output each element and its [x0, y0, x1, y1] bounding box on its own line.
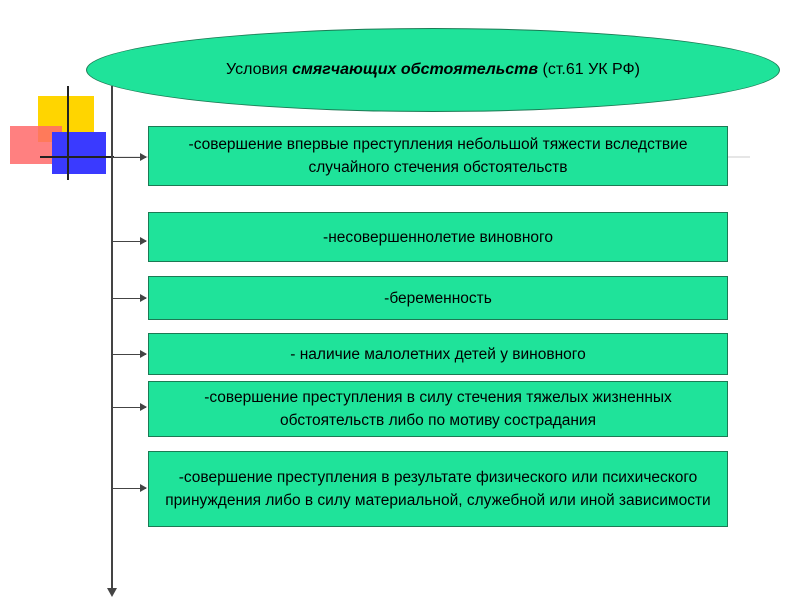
connector-arrow-2: [112, 241, 146, 242]
title-emphasis: смягчающих обстоятельств: [292, 61, 539, 78]
header-ellipse: [86, 28, 780, 112]
connector-arrow-6: [112, 488, 146, 489]
title-suffix: (ст.61 УК РФ): [538, 61, 640, 78]
connector-arrow-3: [112, 298, 146, 299]
decorative-horizontal-line: [40, 156, 114, 158]
condition-box-pregnancy: [148, 276, 728, 320]
condition-box-hard-circumstances: [148, 381, 728, 437]
connector-arrow-4: [112, 354, 146, 355]
condition-text: -совершение преступления в силу стечения тяжелых жизненных обстоятельств либо по мотиву сострадания: [204, 389, 672, 429]
condition-text: -беременность: [384, 289, 492, 307]
diagram-spine-line: [111, 86, 113, 592]
decorative-blue-square: [52, 132, 106, 174]
spine-arrow-head: [107, 588, 117, 597]
condition-box-minor: [148, 212, 728, 262]
title-prefix: Условия: [226, 61, 293, 78]
connector-arrow-5: [112, 407, 146, 408]
condition-box-young-children: [148, 333, 728, 375]
condition-text: - наличие малолетних детей у виновного: [290, 345, 586, 363]
diagram-title: [198, 58, 668, 82]
condition-text: -совершение впервые преступления небольшой тяжести вследствие случайного стечения обстоятельств: [188, 136, 688, 176]
condition-box-first-offense: [148, 126, 728, 186]
condition-box-coercion: [148, 451, 728, 527]
condition-text: -несовершеннолетие виновного: [323, 228, 553, 246]
condition-text: -совершение преступления в результате физического или психического принуждения либо в силу материальной, служебной или иной зависимости: [165, 469, 711, 509]
connector-arrow-1: [112, 157, 146, 158]
decorative-vertical-line: [67, 86, 69, 180]
